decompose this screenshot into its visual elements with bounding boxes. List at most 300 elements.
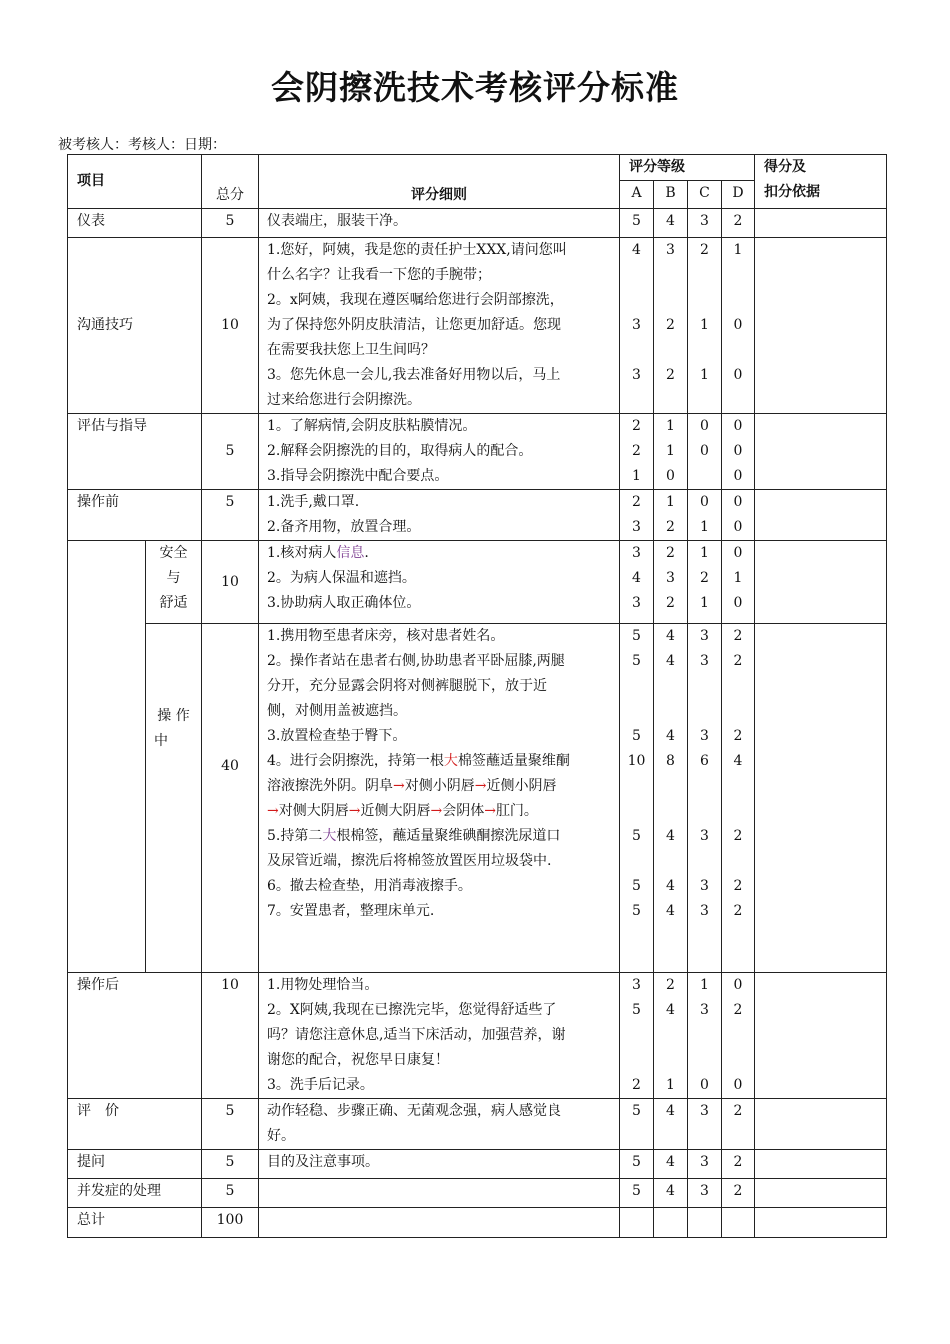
- row-detail: [259, 1150, 620, 1179]
- row-total: 5: [202, 209, 259, 238]
- detail-text: 1.核对病人: [267, 545, 337, 561]
- score-cell: [755, 1179, 887, 1208]
- grade-value: 1: [700, 595, 709, 611]
- score-cell: [755, 541, 887, 624]
- grade-c: [688, 238, 722, 414]
- detail-text: 5.持第二: [267, 828, 323, 844]
- grade-value: 2: [666, 367, 675, 383]
- grade-value: 4: [666, 628, 675, 644]
- grade-value: 4: [733, 753, 743, 769]
- row-detail: [259, 490, 620, 541]
- grade-value: [688, 338, 721, 363]
- grade-value: 3: [700, 1103, 709, 1119]
- header-grade: 评分等级: [620, 155, 755, 181]
- grade-col-a: A: [620, 181, 654, 209]
- detail-text: 肛门。: [495, 803, 538, 819]
- arrow-icon: →: [267, 803, 279, 819]
- grade-col-b: B: [654, 181, 688, 209]
- row-item: 操作后: [68, 973, 202, 1099]
- grade-value: [688, 699, 721, 724]
- row-item: 沟通技巧: [68, 238, 202, 414]
- detail-highlight: 大: [322, 828, 337, 844]
- detail-line: 仪表端庄，服装干净。: [267, 213, 407, 229]
- detail-line: [259, 799, 619, 824]
- detail-line: 3。您先休息一会儿,我去准备好用物以后，马上: [267, 367, 561, 383]
- grade-value: [654, 288, 687, 313]
- grade-value: 1: [632, 468, 641, 484]
- grade-value: 1: [700, 317, 709, 333]
- detail-highlight: 信息: [336, 545, 365, 561]
- grade-value: 4: [666, 213, 675, 229]
- detail-text: 棉签蘸适量聚维酮: [457, 753, 570, 769]
- row-goutong: [68, 238, 887, 414]
- arrow-icon: →: [348, 803, 361, 819]
- grade-value: 3: [700, 1183, 709, 1199]
- grade-value: 0: [733, 1077, 743, 1093]
- detail-line: 3.协助病人取正确体位。: [267, 595, 421, 611]
- detail-line: 2。X阿姨,我现在已擦洗完毕，您觉得舒适些了: [267, 1002, 557, 1018]
- grade-value: 3: [700, 828, 709, 844]
- grade-c: [688, 414, 722, 490]
- row-detail: [259, 1179, 620, 1208]
- grade-d: [722, 1179, 755, 1208]
- detail-line: 为了保持您外阴皮肤清洁，让您更加舒适。您现: [267, 317, 561, 333]
- detail-text: .: [364, 545, 369, 561]
- row-tiwen: [68, 1150, 887, 1179]
- row-item: 仪表: [68, 209, 202, 238]
- grade-value: 0: [733, 977, 743, 993]
- detail-line: 1.携用物至患者床旁，核对患者姓名。: [267, 628, 505, 644]
- grade-value: 6: [700, 753, 709, 769]
- row-total: 100: [202, 1208, 259, 1238]
- detail-line: 3.指导会阴擦洗中配合要点。: [267, 468, 449, 484]
- grade-d: [722, 1099, 755, 1150]
- row-total: 5: [202, 414, 259, 490]
- grade-value: 2: [733, 1183, 743, 1199]
- arrow-icon: →: [393, 778, 405, 794]
- header-score: [755, 155, 887, 209]
- grade-value: 2: [733, 1103, 743, 1119]
- grade-d: [722, 490, 755, 541]
- grade-value: [722, 699, 754, 724]
- grade-value: [620, 849, 653, 874]
- detail-line: 及尿管近端，擦洗后将棉签放置医用垃圾袋中.: [267, 853, 552, 869]
- header-score-line1: 得分及: [764, 159, 806, 175]
- grade-d: [722, 209, 755, 238]
- grade-value: 2: [666, 519, 675, 535]
- detail-line: 6。撤去检查垫，用消毒液擦手。: [267, 878, 472, 894]
- grade-c: [688, 1099, 722, 1150]
- grade-value: 2: [700, 570, 709, 586]
- grade-a: [620, 1099, 654, 1150]
- grade-value: [722, 1023, 754, 1048]
- row-detail: [259, 209, 620, 238]
- detail-text: 溶液擦洗外阴。阴阜: [267, 778, 393, 794]
- grade-value: [688, 774, 721, 799]
- grade-value: 2: [632, 1077, 641, 1093]
- grade-value: 2: [632, 418, 641, 434]
- grade-value: 5: [632, 1002, 641, 1018]
- grade-value: [620, 1048, 653, 1073]
- grade-value: 2: [733, 213, 743, 229]
- detail-line: 2。x阿姨，我现在遵医嘱给您进行会阴部擦洗，: [267, 292, 564, 308]
- grade-value: 1: [733, 570, 743, 586]
- grade-value: 2: [733, 628, 743, 644]
- sub-item-line: 与: [166, 570, 181, 586]
- grade-value: 8: [666, 753, 675, 769]
- grade-value: 2: [733, 653, 743, 669]
- detail-line: [259, 824, 619, 849]
- row-item: 提问: [68, 1150, 202, 1179]
- grade-value: 3: [632, 317, 641, 333]
- grade-b: [654, 541, 688, 624]
- grade-value: [654, 849, 687, 874]
- grade-value: 3: [700, 628, 709, 644]
- detail-line: 动作轻稳、步骤正确、无菌观念强，病人感觉良: [267, 1103, 561, 1119]
- grade-value: 3: [700, 213, 709, 229]
- grade-value: 5: [632, 1154, 641, 1170]
- detail-line: 3.放置检查垫于臀下。: [267, 728, 407, 744]
- page-title: 会阴擦洗技术考核评分标准: [271, 68, 679, 107]
- scoring-table: [67, 154, 887, 1238]
- score-cell: [755, 973, 887, 1099]
- detail-line: 1.用物处理恰当。: [267, 977, 379, 993]
- grade-value: [620, 674, 653, 699]
- grade-d: [722, 414, 755, 490]
- arrow-icon: →: [430, 803, 443, 819]
- detail-line: [259, 541, 619, 566]
- grade-value: 4: [666, 1183, 675, 1199]
- grade-value: 1: [700, 545, 709, 561]
- grade-value: [688, 1048, 721, 1073]
- score-cell: [755, 1208, 887, 1238]
- grade-b: [654, 1099, 688, 1150]
- grade-a: [620, 1208, 654, 1238]
- grade-d: [722, 238, 755, 414]
- row-caozuohou: [68, 973, 887, 1099]
- row-bingfa: [68, 1179, 887, 1208]
- row-yibiao: [68, 209, 887, 238]
- detail-line: [259, 774, 619, 799]
- header-detail: 评分细则: [259, 155, 620, 209]
- row-item: 并发症的处理: [68, 1179, 202, 1208]
- grade-value: 0: [733, 595, 743, 611]
- detail-line: 2。为病人保温和遮挡。: [267, 570, 416, 586]
- row-anquan: [68, 541, 887, 624]
- grade-value: 5: [632, 1103, 641, 1119]
- grade-a: [620, 624, 654, 973]
- grade-value: 10: [627, 753, 646, 769]
- grade-value: [688, 674, 721, 699]
- grade-value: 2: [733, 728, 743, 744]
- grade-c: [688, 624, 722, 973]
- grade-value: 0: [733, 519, 743, 535]
- grade-value: 2: [666, 977, 675, 993]
- sub-item-line: 中: [154, 733, 168, 749]
- grade-value: 2: [666, 317, 675, 333]
- row-total: 5: [202, 1150, 259, 1179]
- row-item: 操作前: [68, 490, 202, 541]
- grade-value: 3: [632, 519, 641, 535]
- grade-value: 2: [733, 1154, 743, 1170]
- grade-value: 0: [733, 317, 743, 333]
- row-total: 5: [202, 1179, 259, 1208]
- grade-value: 5: [632, 878, 641, 894]
- grade-value: 2: [700, 242, 709, 258]
- grade-value: 5: [632, 903, 641, 919]
- grade-value: [688, 288, 721, 313]
- grade-value: 1: [666, 494, 675, 510]
- grade-value: [654, 774, 687, 799]
- grade-value: [620, 774, 653, 799]
- score-cell: [755, 490, 887, 541]
- score-cell: [755, 1150, 887, 1179]
- grade-value: [722, 774, 754, 799]
- grade-value: 5: [632, 728, 641, 744]
- grade-value: 2: [733, 828, 743, 844]
- grade-value: 1: [733, 242, 743, 258]
- grade-value: 5: [632, 653, 641, 669]
- grade-value: 3: [700, 728, 709, 744]
- grade-value: 0: [733, 494, 743, 510]
- grade-value: 3: [700, 903, 709, 919]
- grade-value: [722, 1048, 754, 1073]
- grade-value: [688, 464, 721, 489]
- grade-value: [722, 799, 754, 824]
- grade-value: 3: [666, 570, 675, 586]
- grade-value: [654, 799, 687, 824]
- grade-value: [722, 338, 754, 363]
- grade-c: [688, 1208, 722, 1238]
- grade-value: 4: [632, 242, 641, 258]
- grade-b: [654, 1208, 688, 1238]
- grade-value: [654, 1048, 687, 1073]
- grade-value: 4: [666, 728, 675, 744]
- score-cell: [755, 624, 887, 973]
- grade-value: 3: [700, 1002, 709, 1018]
- grade-c: [688, 1179, 722, 1208]
- grade-value: 3: [666, 242, 675, 258]
- grade-value: 5: [632, 1183, 641, 1199]
- detail-text: 对侧大阴唇: [278, 803, 349, 819]
- sub-item-line: 舒适: [159, 595, 188, 611]
- grade-value: 1: [666, 443, 675, 459]
- detail-text: 会阴体: [442, 803, 485, 819]
- row-total: 10: [202, 238, 259, 414]
- sub-item-anquan: [146, 541, 202, 624]
- row-total: 5: [202, 1099, 259, 1150]
- detail-line: [259, 749, 619, 774]
- grade-b: [654, 1179, 688, 1208]
- grade-value: 0: [733, 545, 743, 561]
- arrow-icon: →: [474, 778, 487, 794]
- grade-value: 4: [666, 653, 675, 669]
- grade-value: 3: [632, 977, 641, 993]
- grade-value: 2: [632, 494, 641, 510]
- detail-line: 过来给您进行会阴擦洗。: [267, 392, 421, 408]
- sub-item-caozuozhong: [146, 624, 202, 973]
- grade-a: [620, 238, 654, 414]
- grade-c: [688, 209, 722, 238]
- grade-value: [688, 263, 721, 288]
- grade-value: 3: [700, 1154, 709, 1170]
- grade-value: 2: [733, 878, 743, 894]
- grade-value: 1: [700, 977, 709, 993]
- row-total: 10: [202, 541, 259, 624]
- detail-line: 谢您的配合，祝您早日康复！: [267, 1052, 449, 1068]
- row-total: 5: [202, 490, 259, 541]
- row-zongji: [68, 1208, 887, 1238]
- grade-a: [620, 1179, 654, 1208]
- grade-value: 1: [666, 418, 675, 434]
- grade-d: [722, 624, 755, 973]
- detail-line: 分开，充分显露会阴将对侧裤腿脱下，放于近: [267, 678, 547, 694]
- grade-value: 4: [666, 828, 675, 844]
- detail-line: 2。操作者站在患者右侧,协助患者平卧屈膝,两腿: [267, 653, 565, 669]
- detail-line: 2.备齐用物，放置合理。: [267, 519, 421, 535]
- grade-b: [654, 1150, 688, 1179]
- grade-value: 2: [733, 903, 743, 919]
- grade-b: [654, 209, 688, 238]
- grade-value: 0: [700, 443, 709, 459]
- row-caozuoqian: [68, 490, 887, 541]
- grade-value: [688, 1023, 721, 1048]
- row-detail: [259, 238, 620, 414]
- grade-value: [722, 674, 754, 699]
- detail-text: 根棉签，蘸适量聚维碘酮擦洗尿道口: [336, 828, 561, 844]
- row-caozuozhong: [68, 624, 887, 973]
- grade-d: [722, 541, 755, 624]
- grade-a: [620, 414, 654, 490]
- detail-highlight: 大: [443, 753, 458, 769]
- grade-value: 0: [700, 418, 709, 434]
- detail-text: 对侧小阴唇: [404, 778, 475, 794]
- grade-value: [654, 1023, 687, 1048]
- row-detail: [259, 541, 620, 624]
- grade-value: [620, 338, 653, 363]
- detail-line: 什么名字？让我看一下您的手腕带；: [267, 267, 491, 283]
- grade-value: [620, 1023, 653, 1048]
- grade-a: [620, 1150, 654, 1179]
- grade-value: [654, 338, 687, 363]
- grade-value: 1: [666, 1077, 675, 1093]
- score-cell: [755, 238, 887, 414]
- detail-text: 近侧大阴唇: [360, 803, 431, 819]
- grade-value: 2: [733, 1002, 743, 1018]
- grade-value: 3: [700, 653, 709, 669]
- row-item: 评 价: [68, 1099, 202, 1150]
- detail-text: 4。进行会阴擦洗，持第一根: [267, 753, 444, 769]
- grade-value: 4: [632, 570, 641, 586]
- grade-value: 0: [666, 468, 675, 484]
- grade-value: [620, 699, 653, 724]
- score-cell: [755, 1099, 887, 1150]
- row-detail: [259, 973, 620, 1099]
- grade-value: 0: [733, 468, 743, 484]
- grade-c: [688, 490, 722, 541]
- grade-value: [620, 288, 653, 313]
- sub-item-line: 操 作: [157, 708, 190, 724]
- grade-value: [722, 263, 754, 288]
- row-detail: [259, 624, 620, 973]
- grade-value: 5: [632, 828, 641, 844]
- examinee-info-line: 被考核人：考核人：日期：: [58, 137, 226, 153]
- arrow-icon: →: [484, 803, 496, 819]
- detail-text: 近侧小阴唇: [486, 778, 557, 794]
- grade-c: [688, 973, 722, 1099]
- grade-value: 0: [733, 443, 743, 459]
- row-detail: [259, 1099, 620, 1150]
- grade-c: [688, 1150, 722, 1179]
- grade-b: [654, 973, 688, 1099]
- grade-value: 1: [700, 519, 709, 535]
- grade-value: 3: [632, 595, 641, 611]
- sub-item-line: 安全: [159, 545, 188, 561]
- grade-value: 4: [666, 1154, 675, 1170]
- detail-line: 2.解释会阴擦洗的目的，取得病人的配合。: [267, 443, 533, 459]
- grade-value: [722, 288, 754, 313]
- detail-line: 7。安置患者，整理床单元.: [267, 903, 435, 919]
- grade-value: [620, 799, 653, 824]
- grade-value: 0: [733, 418, 743, 434]
- row-item: 评估与指导: [68, 414, 202, 490]
- grade-value: 0: [700, 494, 709, 510]
- grade-d: [722, 1150, 755, 1179]
- grade-value: 1: [700, 367, 709, 383]
- row-total: 10: [202, 973, 259, 1099]
- grade-col-d: D: [722, 181, 755, 209]
- grade-a: [620, 490, 654, 541]
- grade-value: 4: [666, 1103, 675, 1119]
- detail-line: 1.洗手,戴口罩.: [267, 494, 360, 510]
- grade-value: 4: [666, 878, 675, 894]
- row-total: 40: [202, 624, 259, 973]
- row-detail: [259, 414, 620, 490]
- grade-a: [620, 973, 654, 1099]
- header-total: 总分: [202, 155, 259, 209]
- row-detail: [259, 1208, 620, 1238]
- row-pingjia: [68, 1099, 887, 1150]
- grade-value: 2: [632, 443, 641, 459]
- grade-b: [654, 238, 688, 414]
- grade-d: [722, 1208, 755, 1238]
- grade-b: [654, 490, 688, 541]
- grade-value: [688, 849, 721, 874]
- grade-value: [620, 263, 653, 288]
- grade-value: [722, 849, 754, 874]
- grade-value: 2: [666, 595, 675, 611]
- grade-value: 5: [632, 628, 641, 644]
- grade-c: [688, 541, 722, 624]
- header-score-line2: 扣分依据: [764, 184, 820, 200]
- detail-line: 在需要我扶您上卫生间吗？: [267, 342, 435, 358]
- grade-d: [722, 973, 755, 1099]
- grade-value: 5: [632, 213, 641, 229]
- detail-line: 3。洗手后记录。: [267, 1077, 374, 1093]
- header-item: 项目: [68, 155, 202, 209]
- grade-value: 4: [666, 903, 675, 919]
- grade-value: 3: [700, 878, 709, 894]
- detail-line: 侧，对侧用盖被遮挡。: [267, 703, 407, 719]
- row-item: 总计: [68, 1208, 202, 1238]
- grade-value: 0: [700, 1077, 709, 1093]
- grade-b: [654, 624, 688, 973]
- grade-value: [688, 799, 721, 824]
- score-cell: [755, 209, 887, 238]
- grade-value: [654, 674, 687, 699]
- row-pinggu: [68, 414, 887, 490]
- grade-value: 4: [666, 1002, 675, 1018]
